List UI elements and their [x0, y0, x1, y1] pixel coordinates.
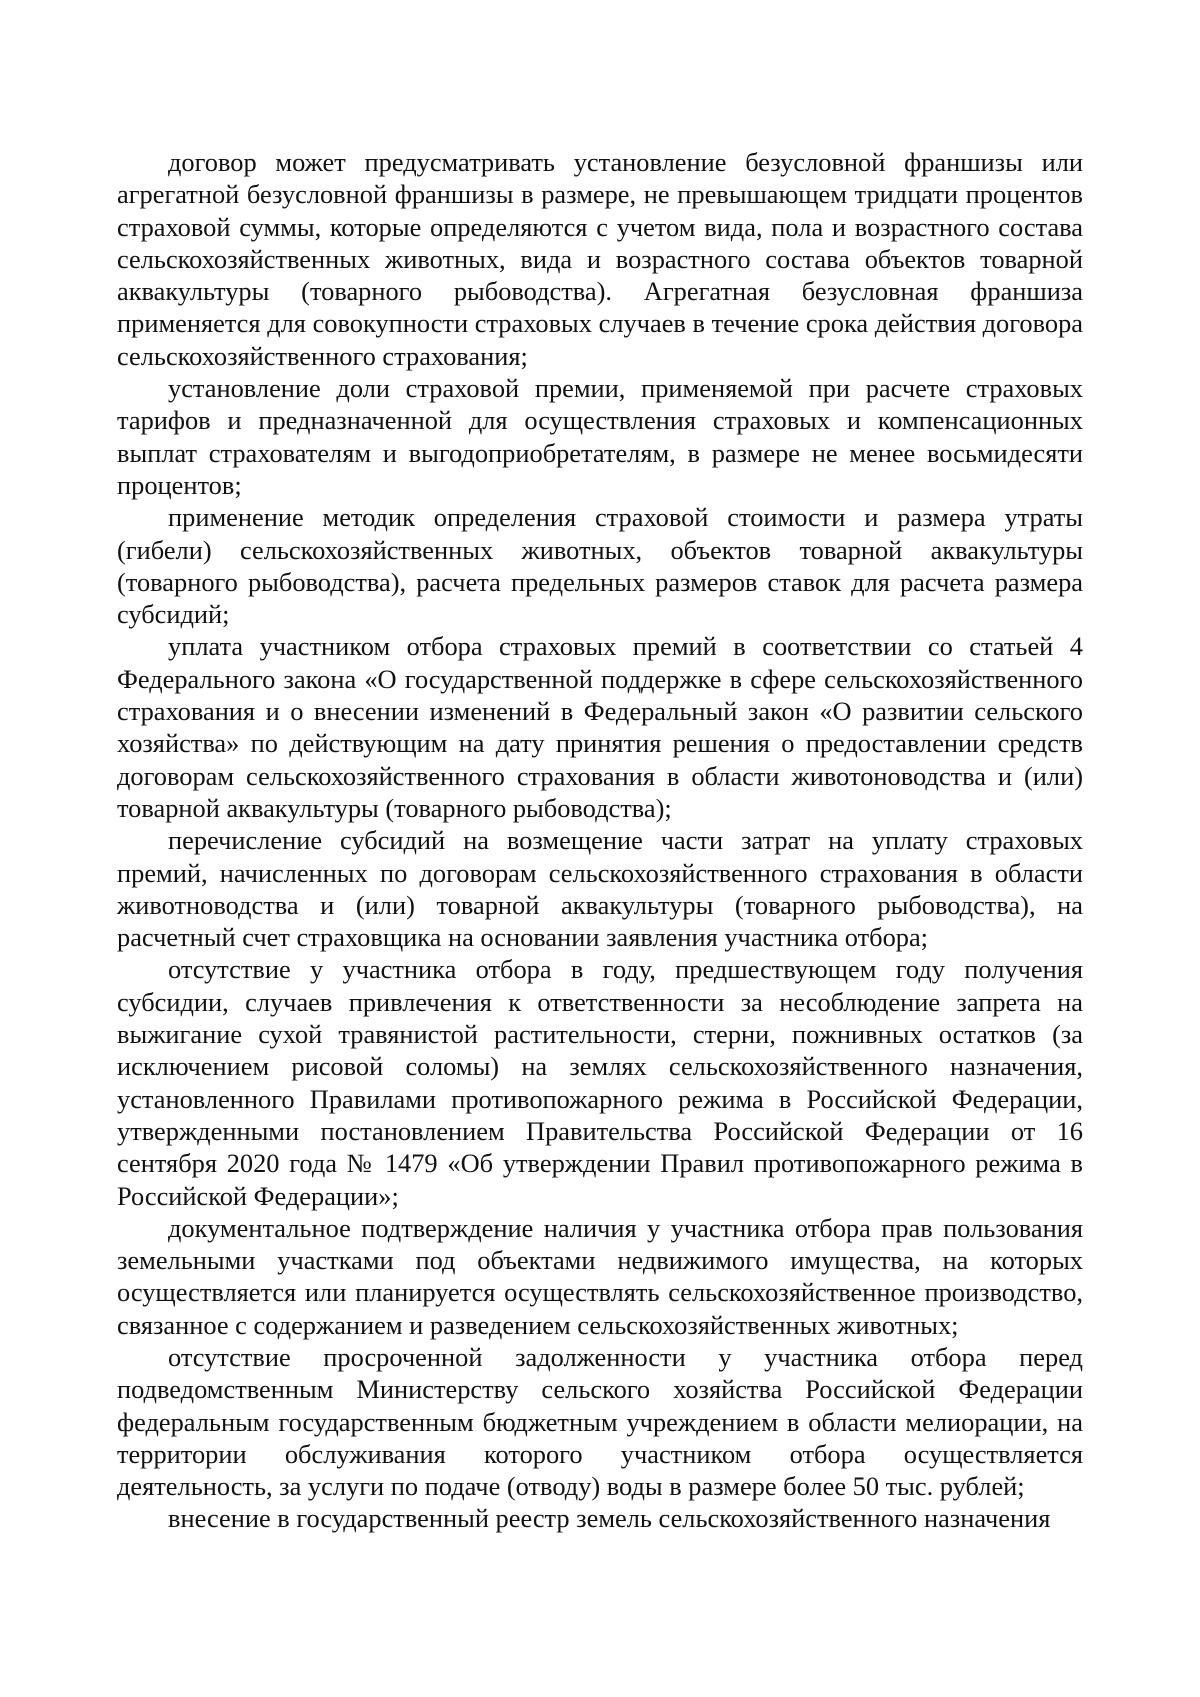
paragraph-premium-payment: уплата участником отбора страховых премий в соответствии со статьей 4 Федерального закона «О государственной поддержке в сфере сельскохозяйственного страхования и о внесении изменений в Федеральный закон «О развитии сельского хозяйства» по действующим на дату принятия решения о предоставлении средств договорам сельскохозяйственного страхования в области животоноводства и (или) товарной аквакультуры (товарного рыбоводства); — [117, 631, 1083, 823]
paragraph-subsidy-transfer: перечисление субсидий на возмещение части затрат на уплату страховых премий, начисленных по договорам сельскохозяйственного страхования в области животноводства и (или) товарной аквакультуры (товарного рыбоводства), на расчетный счет страховщика на основании заявления участника отбора; — [117, 825, 1083, 953]
paragraph-premium-share: установление доли страховой премии, применяемой при расчете страховых тарифов и предназначенной для осуществления страховых и компенсационных выплат страхователям и выгодоприобретателям, в размере не менее восьмидесяти процентов; — [117, 373, 1083, 500]
paragraph-land-rights: документальное подтверждение наличия у участника отбора прав пользования земельными участками под объектами недвижимого имущества, на которых осуществляется или планируется осуществлять сельскохозяйственное производство, связанное с содержанием и разведением сельскохозяйственных животных; — [117, 1212, 1083, 1340]
paragraph-land-registry: внесение в государственный реестр земель сельскохозяйственного назначения — [168, 1503, 1051, 1534]
document-page — [117, 146, 1083, 1535]
paragraph-no-debt: отсутствие просроченной задолженности у участника отбора перед подведомственным Министерству сельского хозяйства Российской Федерации федеральным государственным бюджетным учреждением в области мелиорации, на территории обслуживания которого участником отбора осуществляется деятельность, за услуги по подаче (отводу) воды в размере более 50 тыс. рублей; — [117, 1341, 1083, 1502]
paragraph-no-burning-violations: отсутствие у участника отбора в году, предшествующем году получения субсидии, случаев привлечения к ответственности за несоблюдение запрета на выжигание сухой травянистой растительности, стерни, пожнивных остатков (за исключением рисовой соломы) на землях сельскохозяйственного назначения, установленного Правилами противопожарного режима в Российской Федерации, утвержденными постановлением Правительства Российской Федерации от 16 сентября 2020 года № 1479 «Об утверждении Правил противопожарного режима в Российской Федерации»; — [117, 954, 1083, 1211]
paragraph-franchise: договор может предусматривать установление безусловной франшизы или агрегатной безусловной франшизы в размере, не превышающем тридцати процентов страховой суммы, которые определяются с учетом вида, пола и возрастного состава сельскохозяйственных животных, вида и возрастного состава объектов товарной аквакультуры (товарного рыбоводства). Агрегатная безусловная франшиза применяется для совокупности страховых случаев в течение срока действия договора сельскохозяйственного страхования; — [117, 147, 1083, 371]
paragraph-methods: применение методик определения страховой стоимости и размера утраты (гибели) сельскохозяйственных животных, объектов товарной аквакультуры (товарного рыбоводства), расчета предельных размеров ставок для расчета размера субсидий; — [117, 502, 1083, 630]
